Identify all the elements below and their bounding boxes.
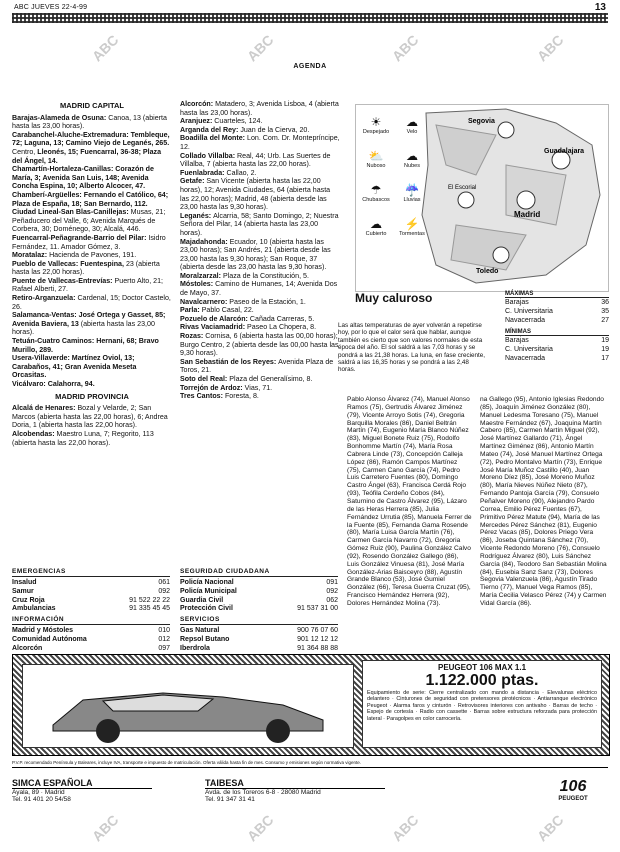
watermark: ABC	[388, 811, 422, 845]
weather-icon-cloudy: ⛅ Nuboso	[366, 149, 386, 169]
pharmacies-column-2	[180, 100, 340, 401]
weather-legend	[358, 115, 430, 237]
watermark: ABC	[88, 811, 122, 845]
temperature-row: Navacerrada 17	[505, 355, 609, 362]
dealer-2-name: TAIBESA	[205, 778, 385, 789]
pharmacy-entry: Retiro-Arganzuela: Cardenal, 15; Doctor Castelo, 26.	[12, 294, 171, 311]
phone-row: Repsol Butano 901 12 12 12	[180, 635, 338, 643]
phones-seguridad: SEGURIDAD CIUDADANA Policía Nacional 091 Policía Municipal 092 Guardia Civil 062 Protección Civil 91 537 31 00	[180, 568, 338, 613]
weather-icon-showers: ☂ Chubascos	[362, 183, 390, 203]
phone-row: Comunidad Autónoma 012	[12, 635, 170, 643]
car-illustration	[23, 665, 353, 747]
logo-brand: PEUGEOT	[558, 796, 588, 802]
weather-icon-overcast: ☁ Cubierto	[365, 217, 387, 237]
dealer-1-name: SIMCA ESPAÑOLA	[12, 778, 152, 789]
phone-row: Iberdrola 91 364 88 88	[180, 644, 338, 652]
page-date: ABC JUEVES 22-4-99	[14, 4, 88, 11]
map-label-segovia: Segovia	[468, 118, 495, 125]
section-title: AGENDA	[293, 63, 327, 70]
pharmacy-entry: Tetuán-Cuatro Caminos: Hernani, 68; Bravo Murillo, 289.	[12, 337, 159, 354]
map-label-guadalajara: Guadalajara	[544, 148, 585, 155]
pharmacy-entry: Fuenlabrada: Callao, 2.	[180, 168, 257, 177]
phone-row: Gas Natural 900 76 07 60	[180, 627, 338, 634]
pharmacy-entry: Majadahonda: Ecuador, 10 (abierta hasta las 23,00 horas); San Andrés, 21 (abierta desde las 23,00 hasta las 9,30 horas); San Roque, 37 (abierta desde las 23,00 hasta las 9,30 horas).	[180, 237, 331, 272]
watermark: ABC	[243, 811, 277, 845]
pharmacy-entry: Parla: Pablo Casal, 22.	[180, 306, 254, 315]
watermark: ABC	[243, 31, 277, 65]
max-temps-head: MÁXIMAS	[505, 291, 534, 297]
pharmacies-column-1	[12, 100, 172, 447]
temperature-row: Barajas 36	[505, 299, 609, 306]
phone-row: Insalud 061	[12, 579, 170, 586]
pharmacy-entry: Moralzarzal: Plaza de la Constitución, 5.	[180, 271, 309, 280]
pharmacy-entry: Puente de Vallecas-Entrevías: Puerto Alto, 21; Rafael Alberti, 27.	[12, 276, 164, 294]
obituary-column-1: Pablo Alonso Álvarez (74), Manuel Alonso Ramos (75), Gertrudis Álvarez Jiménez (79), Vicente Arroyo Sotis (74), Gregoria Barquilla Morales (86), Daniel Beltrán Martín (74), Eugenio María Blanco Núñez (83), Miguel Bonete Ruiz (75), Rodolfo Bonhomme Martín (74), María Rosa Cabrera Linde (73), Concepción Calleja López (86), Ramón Campos Martínez (75), Carmen Cano García (74), Pedro Luis Carretero Fuentes (80), Domingo Castro Ángel (63), Francisca Cerdá Rojo (93), Teófila Cerdeño Cobos (84), Saturnino de Castro Álvarez (95), Lázaro de las Heras Herrera (85), Julia Fernández Urrutia (85), Manuela Ferrer de la Fuente (85), Fernanda Gama Rosende (80), María Luisa García Martín (76), Carmen García Navarro (72), Gregoria Gómez Ruiz (90), Paulina González Calvo (92), Rosendo González Gallego (86), Luis González Vinuesa (81), José María González-Arias Baisceyro (88), Agustín Grande Blanco (53), José Gumiel González (66), Teresa Guerra Cruzat (95), Francisco Hernández Herrera (92), Dolores Hernández Molina (73).	[347, 396, 472, 607]
pharmacy-entry: Rozas: Cornisa, 6 (abierta hasta las 00,00 horas); Burgo Centro, 2 (abierta desde las 00,00 hasta las 9,30 horas).	[180, 332, 339, 358]
temperatures-table	[505, 289, 609, 363]
pharmacy-entry: Leganés: Alcarria, 58; Santo Domingo, 2; Nuestra Señora del Pilar, 14 (abierta hasta las 23,00 horas).	[180, 211, 339, 237]
temperature-row: C. Universitaria 19	[505, 346, 609, 353]
pharmacy-entry: Vicálvaro: Calahorra, 94.	[12, 380, 95, 388]
phone-row: Samur 092	[12, 587, 170, 595]
pharmacy-entry: Collado Villalba: Real, 44; Urb. Las Suertes de Villalba, 7 (abierta hasta las 22,00 horas).	[180, 151, 331, 169]
ad-car-image	[22, 664, 354, 748]
weather-map	[355, 104, 609, 292]
temperature-row: Navacerrada 27	[505, 317, 609, 324]
phone-row: Cruz Roja 91 522 22 22	[12, 596, 170, 604]
watermark: ABC	[533, 31, 567, 65]
dealer-1	[12, 778, 152, 803]
pharmacy-entry: Centro, Lleonés, 15; Fuencarral, 36-38; Plaza del Ángel, 14.	[12, 147, 162, 165]
phone-row: Alcorcón 097	[12, 644, 170, 652]
dealer-2-phone: Tel. 91 347 31 41	[205, 796, 255, 803]
pharmacy-entry: Torrejón de Ardoz: Vias, 71.	[180, 383, 273, 392]
page-number: 13	[594, 2, 606, 13]
pharmacy-entry: Arganda del Rey: Juan de la Cierva, 20.	[180, 125, 310, 134]
phones-informacion: INFORMACIÓN Madrid y Móstoles 010 Comunidad Autónoma 012 Alcorcón 097	[12, 616, 170, 652]
weather-icon-clouds: ☁ Nubes	[404, 149, 420, 169]
pharmacy-entry: Rivas Vaciamadrid: Paseo La Chopera, 8.	[180, 323, 317, 332]
dealer-2-address: Avda. de los Toreros 6-8 · 28080 Madrid	[205, 789, 321, 796]
pharmacy-entry: Chamberí-Argüelles: Fernando el Católico, 64; Plaza de España, 18; San Bernardo, 112.	[12, 190, 169, 208]
pharmacy-entry: Carabanchel-Aluche-Extremadura: Tembleque, 72; Laguna, 13; Camino Viejo de Leganés, 265.	[12, 130, 170, 148]
phone-row: Protección Civil 91 537 31 00	[180, 605, 338, 613]
watermark: ABC	[88, 31, 122, 65]
madrid-capital-title: MADRID CAPITAL	[59, 101, 125, 110]
weather-icon-rain: ☔ Lluvias	[403, 183, 421, 203]
ad-price: 1.122.000 ptas.	[425, 672, 539, 689]
watermark: ABC	[388, 31, 422, 65]
pharmacy-entry: Getafe: San Vicente (abierta hasta las 22,00 horas), 12; Avenida Ciudades, 64 (abierta hasta las 22,00 horas); Madrid, 48 (abierta desde las 23,00 hasta las 9,30 horas).	[180, 177, 331, 212]
ad-offer-box	[362, 660, 602, 748]
phones-emergencias: EMERGENCIAS Insalud 061 Samur 092 Cruz Roja 91 522 22 22 Ambulancias 91 335 45 45	[12, 568, 170, 613]
weather-title: Muy caluroso	[355, 291, 433, 305]
map-label-madrid: Madrid	[514, 210, 541, 219]
pharmacy-entry: San Sebastián de los Reyes: Avenida Plaza de Toros, 21.	[180, 357, 334, 375]
phone-row: Ambulancias 91 335 45 45	[12, 605, 170, 613]
pharmacy-entry: Soto del Real: Plaza del Generalísimo, 8.	[180, 375, 313, 383]
pharmacy-entry: Chamartín-Hortaleza-Canillas: Corazón de María, 3; Avenida San Luis, 148; Avenida Concha Espina, 10; Alberto Alcocer, 47.	[12, 165, 154, 191]
pharmacy-entry: Aranjuez: Cuarteles, 124.	[180, 117, 263, 126]
phones-servicios: SERVICIOS Gas Natural 900 76 07 60 Repsol Butano 901 12 12 12 Iberdrola 91 364 88 88	[180, 616, 338, 652]
phone-row: Guardia Civil 062	[180, 596, 338, 604]
header-pattern-band	[12, 13, 608, 23]
ad-model-title: PEUGEOT 106 MAX 1.1	[437, 663, 527, 672]
obituary-column-2: na Gallego (95), Antonio Iglesias Redondo (85), Joaquín Jiménez González (80), Manuel Ledesma Toresano (75), Manuel Maestre Fernández (67), Joaquina Martín Cabero (85), Carmen Martín Miguel (92), José Martínez Gallardo (71), Ángel Martínez Giménez (86), Antonio Martín Mateo (74), José Manuel Martínez Ortega (72), Pedro Montalvo Martín (73), Enrique José María Muñoz Castillo (40), Juan Moreno Díez (85), José Moreno Muñoz (80), María Nieves Núñez Nieto (87), Fernando Pantoja García (79), Consuelo Peñalver Moreno (90), Alejandro Pardo Correa, Emilio Pérez Fuentes (67), Primitivo Pérez Matute (94), María de las Mercedes Pérez Sánchez (81), Eugenio Pérez Vacas (85), Dolores Priego Vera (86), Joseba Quintana Sánchez (70), Vicente Redondo Moreno (76), Consuelo Rodríguez Álvarez (80), Luis Sánchez García (84), Teodoro San Sebastián Molina (84), Eusebia Sanz Sanz (73), Dolores Segovia Valenzuela (86), Agustín Tirado Tierno (77), Manuel Vega Ramos (85), María Cecilia Velasco Pérez (74) y Carmen Vidal García (86).	[480, 396, 607, 607]
madrid-capital-list	[12, 114, 172, 389]
temperature-row: Barajas 19	[505, 337, 609, 344]
map-label-escorial: El Escorial	[448, 185, 477, 191]
pharmacy-entry: Fuencarral-Peñagrande-Barrio del Pilar: Isidro Fernández, 11. Amador Gómez, 3.	[12, 233, 166, 251]
pharmacy-entry: Usera-Villaverde: Martínez Oviol, 13; Carabaños, 41; Gran Avenida Meseta Orcasitas.	[12, 354, 137, 380]
pharmacy-entry: Salamanca-Ventas: José Ortega y Gasset, 85; Avenida Baviera, 13 (abierta hasta las 23,00 horas).	[12, 311, 166, 337]
pharmacy-entry: Navalcarnero: Paseo de la Estación, 1.	[180, 297, 306, 306]
pharmacy-entry: Ciudad Lineal-San Blas-Canillejas: Musas, 21; Peñaducero del Valle, 6; Avenida Marqués de Corbera, 30; Doménego, 30; Alcalá, 446.	[12, 208, 166, 234]
pharmacy-entry: Pueblo de Vallecas: Fuentespina, 23 (abierta hasta las 22,00 horas).	[12, 259, 160, 277]
weather-icon-sunny: ☀ Despejado	[362, 115, 390, 135]
dealer-2	[205, 778, 385, 803]
dealer-1-phone: Tel. 91 401 20 54/58	[12, 796, 71, 803]
weather-icon-storms: ⚡ Tormentas	[399, 217, 425, 237]
map-label-toledo: Toledo	[476, 268, 499, 275]
dealer-1-address: Ayala, 89 · Madrid	[12, 789, 65, 796]
min-temps-head: MÍNIMAS	[505, 329, 531, 335]
phone-row: Policía Nacional 091	[180, 579, 338, 586]
pharmacy-entry: Barajas-Alameda de Osuna: Canoa, 13 (abierta hasta las 23,00 horas).	[12, 113, 167, 131]
phone-row: Policía Municipal 092	[180, 587, 338, 595]
peugeot-logo	[540, 778, 606, 802]
ad-features: Equipamiento de serie: Cierre centralizado con mando a distancia · Elevalunas eléctrico delantero · Cinturones de seguridad con pretensores pirotécnicos · Antiarranque electrónico Peugeot · Alarma faros y cinturón · Retrovisores interiores con antivaho · Barras de techo · Espejo de cortesía · Radio con cassette · Barras sobre estructura reforzada para protección lateral · Paragolpes en color carrocería.	[367, 690, 597, 722]
pharmacy-entry: Tres Cantos: Foresta, 8.	[180, 392, 259, 401]
pharmacy-entry: Pozuelo de Alarcón: Cañada Carreras, 5.	[180, 314, 315, 323]
watermark: ABC	[533, 811, 567, 845]
pharmacy-entry: Móstoles: Camino de Humanes, 14; Avenida Dos de Mayo, 37.	[180, 280, 338, 298]
weather-icon-veil: ☁ Velo	[406, 115, 418, 135]
provincia-list-continued	[180, 100, 340, 401]
weather-text: Las altas temperaturas de ayer volverán a repetirse hoy, por lo que el calor será que hablar, aunque también es cierto que son valores normales de esta época del año. El sol saldrá a las 7,03 horas y se pondrá a las 21,38 horas. La luna, en fase creciente, saldrá a las 16,35 horas y se pondrá a las 2,48 horas.	[338, 322, 486, 374]
logo-106: 106	[559, 778, 587, 795]
temperature-row: C. Universitaria 35	[505, 308, 609, 315]
pharmacy-entry: Boadilla del Monte: Lon. Com. Dr. Montepríncipe, 12.	[180, 134, 340, 151]
madrid-provincia-title: MADRID PROVINCIA	[55, 391, 129, 401]
pharmacy-entry: Moratalaz: Hacienda de Pavones, 191.	[12, 251, 137, 260]
pharmacy-entry: Alcalá de Henares: Bozal y Velarde, 2; San Marcos (abierta hasta las 22,00 horas), 6; Andrea Doria, 1 (abierta hasta las 22,00 horas).	[12, 404, 168, 430]
pharmacy-entry: Alcobendas: Maestro Luna, 7; Regorito, 113 (abierta hasta las 22,00 horas).	[12, 429, 154, 447]
ad-legal: P.V.P. recomendado Península y Baleares, incluye IVA, transporte e impuesto de matriculación. Oferta válida hasta fin de mes. Consumo y emisiones según normativa vigente.	[12, 760, 608, 768]
pharmacy-entry: Alcorcón: Matadero, 3; Avenida Lisboa, 4 (abierta hasta las 23,00 horas).	[180, 100, 339, 117]
phone-row: Madrid y Móstoles 010	[12, 627, 170, 634]
madrid-provincia-list	[12, 404, 172, 447]
